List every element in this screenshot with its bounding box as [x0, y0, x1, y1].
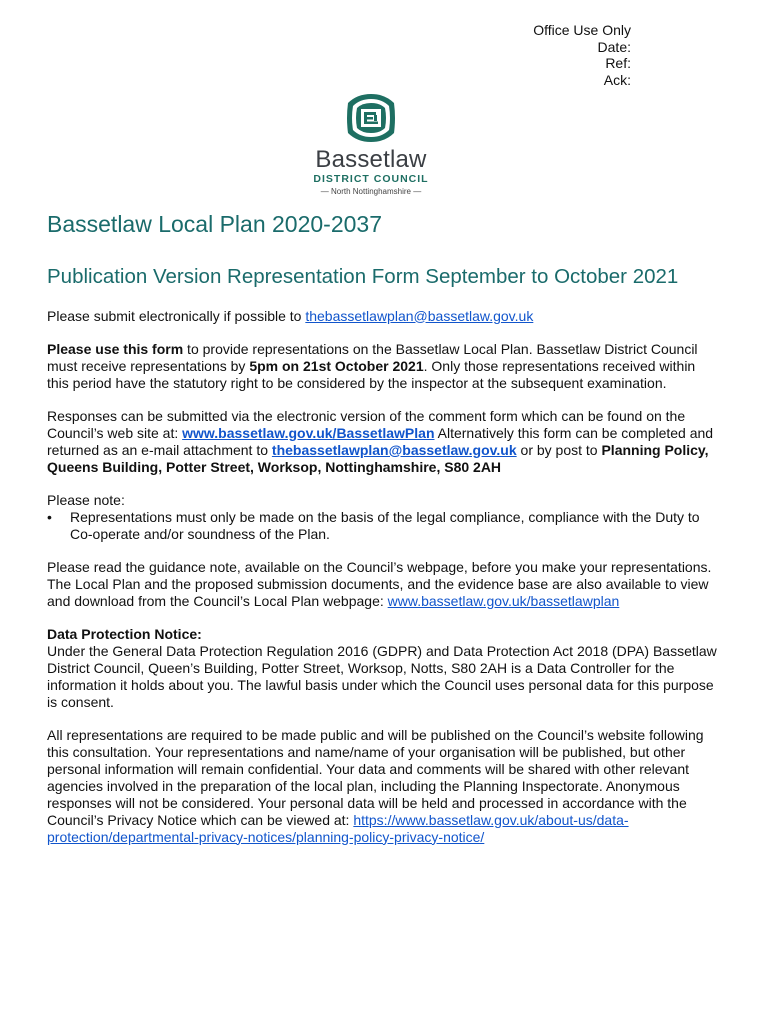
responses-email-link[interactable]: thebassetlawplan@bassetlaw.gov.uk	[271, 441, 517, 458]
submit-email-link[interactable]: thebassetlawplan@bassetlaw.gov.uk	[305, 307, 534, 324]
note-item-text: Representations must only be made on the basis of the legal compliance, compliance with the Duty to Co-operate and/or soundness of the Plan.	[70, 508, 700, 542]
office-use-ack: Ack:	[603, 71, 631, 88]
responses-text-2: Alternatively this form can be completed and returned as an e-mail attachment to	[47, 424, 714, 458]
council-crest-icon	[345, 93, 397, 143]
logo-region: — North Nottinghamshire —	[320, 187, 422, 196]
responses-paragraph	[47, 408, 719, 476]
privacy-notice-link[interactable]: https://www.bassetlaw.gov.uk/about-us/data-protection/departmental-privacy-notices/planning-policy-privacy-notice/	[47, 811, 629, 845]
responses-text-1: Responses can be submitted via the electronic version of the comment form which can be found on the Council’s web site at:	[47, 407, 686, 441]
website-link[interactable]: www.bassetlaw.gov.uk/BassetlawPlan	[182, 424, 435, 441]
postal-address: Planning Policy, Queens Building, Potter Street, Worksop, Nottinghamshire, S80 2AH	[47, 441, 709, 475]
logo-subtitle: DISTRICT COUNCIL	[313, 173, 429, 185]
office-use-title: Office Use Only	[533, 22, 631, 38]
data-protection-heading: Data Protection Notice:	[47, 625, 202, 642]
office-use-box	[533, 22, 631, 88]
publication-paragraph	[47, 727, 719, 846]
office-use-date: Date:	[597, 38, 631, 55]
logo-name: Bassetlaw	[315, 146, 427, 173]
use-form-text-2: . Only those representations received within this period have the statutory right to be considered by the inspector at the subsequent examination.	[47, 357, 696, 391]
publication-text: All representations are required to be made public and will be published on the Council’s website following this consultation. Your representations and name/name of your organisation will be published, but other personal information will remain confidential. Your data and comments will be shared with other relevant agencies involved in the preparation of the local plan, including the Planning Inspectorate. Anonymous responses will not be considered. Your personal data will be held and processed in accordance with the Council’s Privacy Notice which can be viewed at:	[47, 726, 704, 828]
list-item	[47, 509, 719, 543]
page-subtitle: Publication Version Representation Form September to October 2021	[47, 265, 679, 288]
page-title: Bassetlaw Local Plan 2020-2037	[47, 211, 383, 237]
data-protection-text: Under the General Data Protection Regulation 2016 (GDPR) and Data Protection Act 2018 (DPA) Bassetlaw District Council, Queen’s Building, Potter Street, Worksop, Notts, S80 2AH is a Data Controller for the information it holds about you. The lawful basis under which the Council uses personal data for this purpose is consent.	[47, 642, 717, 710]
note-heading: Please note:	[47, 491, 125, 508]
guidance-paragraph	[47, 559, 719, 610]
use-form-lead: Please use this form	[47, 340, 184, 357]
guidance-text: Please read the guidance note, available on the Council’s webpage, before you make your representations. The Local Plan and the proposed submission documents, and the evidence base are also available to view and download from the Council’s Local Plan webpage:	[47, 558, 712, 609]
office-use-ref: Ref:	[605, 55, 631, 71]
submit-text: Please submit electronically if possible to	[47, 307, 306, 324]
responses-text-3: or by post to	[516, 441, 602, 458]
data-protection-paragraph	[47, 626, 719, 711]
bullet-icon: •	[47, 508, 52, 525]
local-plan-link[interactable]: www.bassetlaw.gov.uk/bassetlawplan	[387, 592, 620, 609]
use-form-text-1: to provide representations on the Bassetlaw Local Plan. Bassetlaw District Council must receive representations by	[47, 340, 698, 374]
form-content	[47, 209, 719, 862]
council-logo	[306, 93, 436, 197]
use-form-paragraph	[47, 341, 719, 392]
note-list	[47, 509, 719, 543]
submit-paragraph	[47, 308, 719, 325]
deadline: 5pm on 21st October 2021	[249, 357, 424, 374]
